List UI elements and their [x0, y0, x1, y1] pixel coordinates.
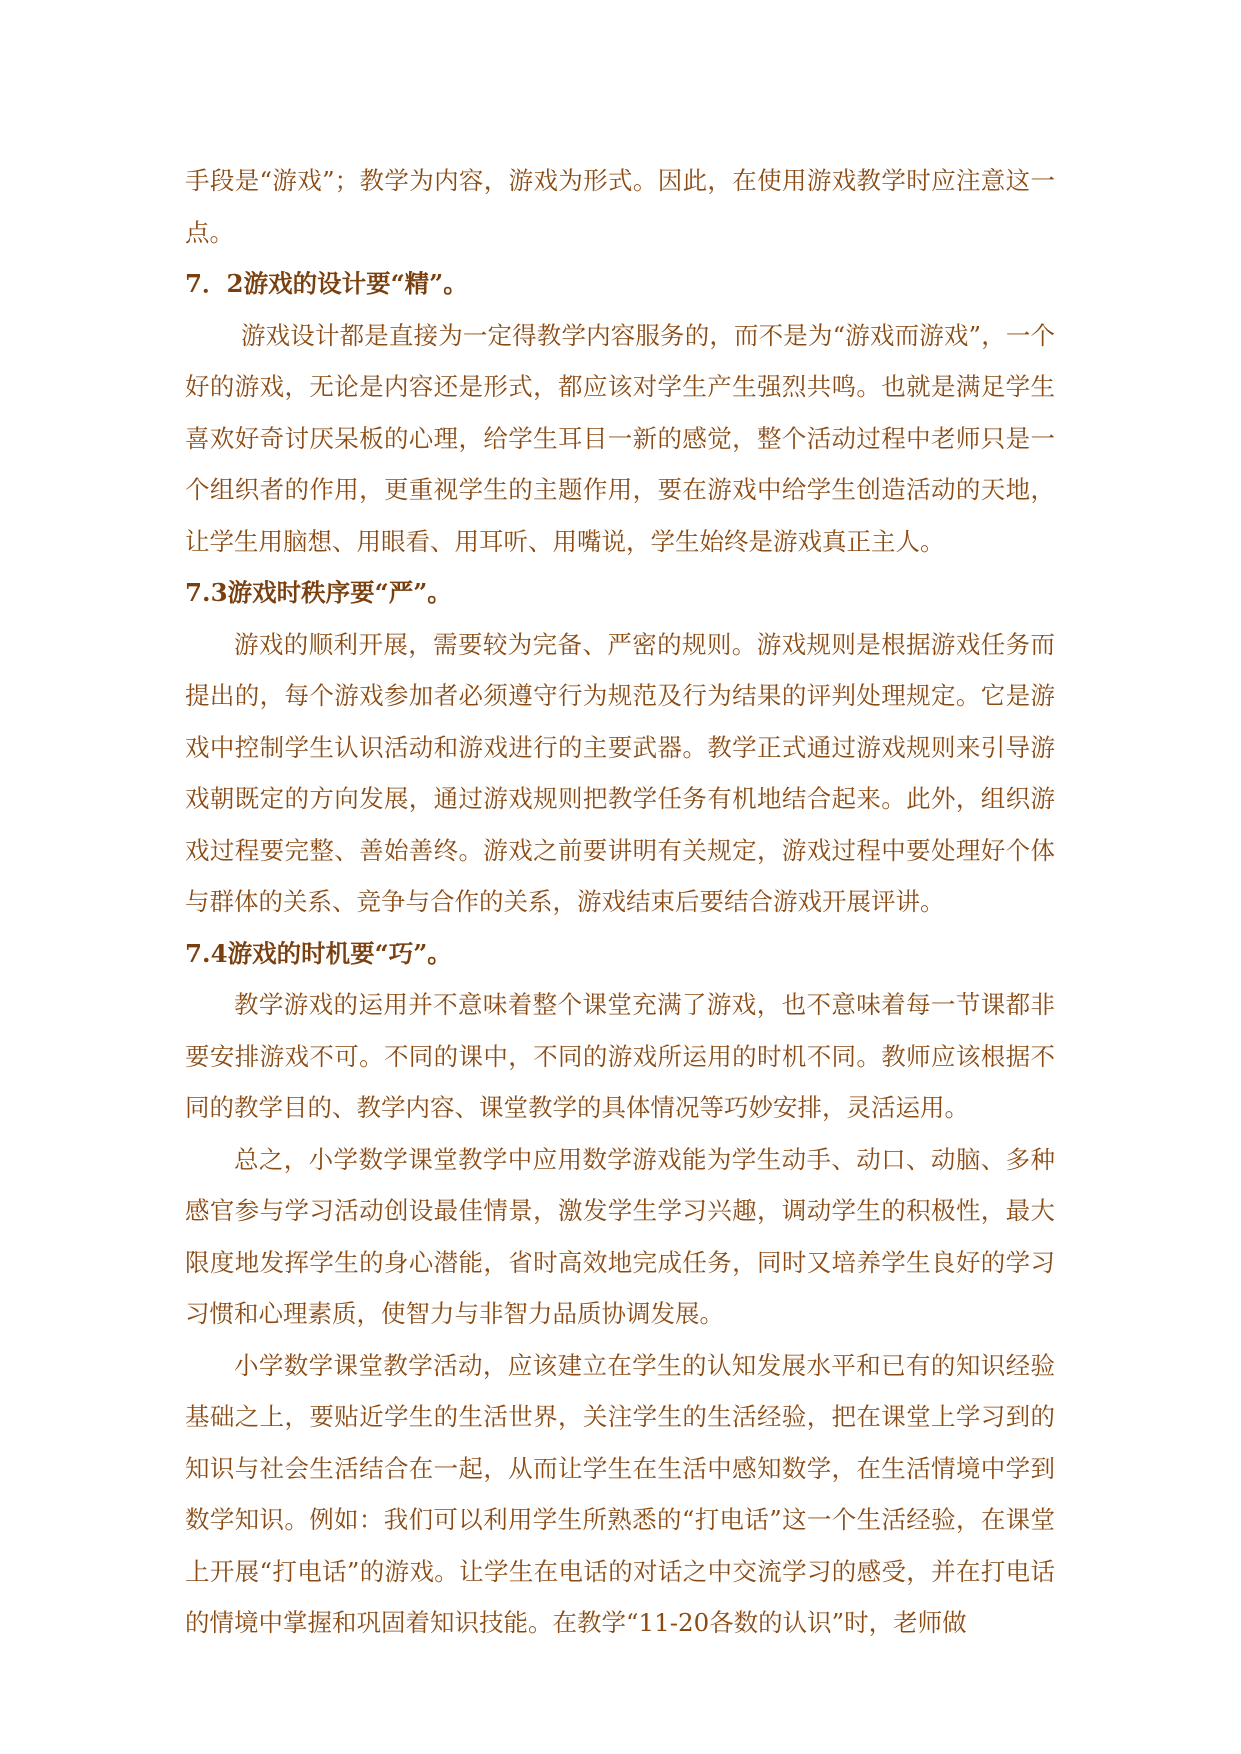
paragraph-life-experience: 小学数学课堂教学活动，应该建立在学生的认知发展水平和已有的知识经验基础之上，要贴近学生的生活世界，关注学生的生活经验，把在课堂上学习到的知识与社会生活结合在一起，从而让学生在生活中感知数学，在生活情境中学到数学知识。例如：我们可以利用学生所熟悉的“打电话”这一个生活经验，在课堂上开展“打电话”的游戏。让学生在电话的对话之中交流学习的感受，并在打电话的情境中掌握和巩固着知识技能。在教学“11-20各数的认识”时，老师做 [185, 1350, 1055, 1637]
section-heading-7-3: 7.3游戏时秩序要“严”。 [185, 578, 452, 607]
section-heading-7-2: 7．2游戏的设计要“精”。 [185, 269, 468, 298]
section-heading-7-4: 7.4游戏的时机要“巧”。 [185, 938, 452, 968]
paragraph-game-order: 游戏的顺利开展，需要较为完备、严密的规则。游戏规则是根据游戏任务而提出的，每个游戏参加者必须遵守行为规范及行为结果的评判处理规定。它是游戏中控制学生认识活动和游戏进行的主要武器。教学正式通过游戏规则来引导游戏朝既定的方向发展，通过游戏规则把教学任务有机地结合起来。此外，组织游戏过程要完整、善始善终。游戏之前要讲明有关规定，游戏过程中要处理好个体与群体的关系、竞争与合作的关系，游戏结束后要结合游戏开展评讲。 [185, 629, 1055, 916]
paragraph-game-timing: 教学游戏的运用并不意味着整个课堂充满了游戏，也不意味着每一节课都非要安排游戏不可。不同的课中，不同的游戏所运用的时机不同。教师应该根据不同的教学目的、教学内容、课堂教学的具体情况等巧妙安排，灵活运用。 [185, 990, 1055, 1122]
document-body [185, 155, 1055, 1649]
paragraph-game-design: 游戏设计都是直接为一定得教学内容服务的，而不是为“游戏而游戏”，一个好的游戏，无论是内容还是形式，都应该对学生产生强烈共鸣。也就是满足学生喜欢好奇讨厌呆板的心理，给学生耳目一新的感觉，整个活动过程中老师只是一个组织者的作用，更重视学生的主题作用，要在游戏中给学生创造活动的天地，让学生用脑想、用眼看、用耳听、用嘴说，学生始终是游戏真正主人。 [185, 320, 1055, 556]
paragraph-summary: 总之，小学数学课堂教学中应用数学游戏能为学生动手、动口、动脑、多种感官参与学习活动创设最佳情景，激发学生学习兴趣，调动学生的积极性，最大限度地发挥学生的身心潜能，省时高效地完成任务，同时又培养学生良好的学习习惯和心理素质，使智力与非智力品质协调发展。 [185, 1144, 1055, 1328]
paragraph-continuation: 手段是“游戏”；教学为内容，游戏为形式。因此，在使用游戏教学时应注意这一点。 [185, 166, 1055, 247]
